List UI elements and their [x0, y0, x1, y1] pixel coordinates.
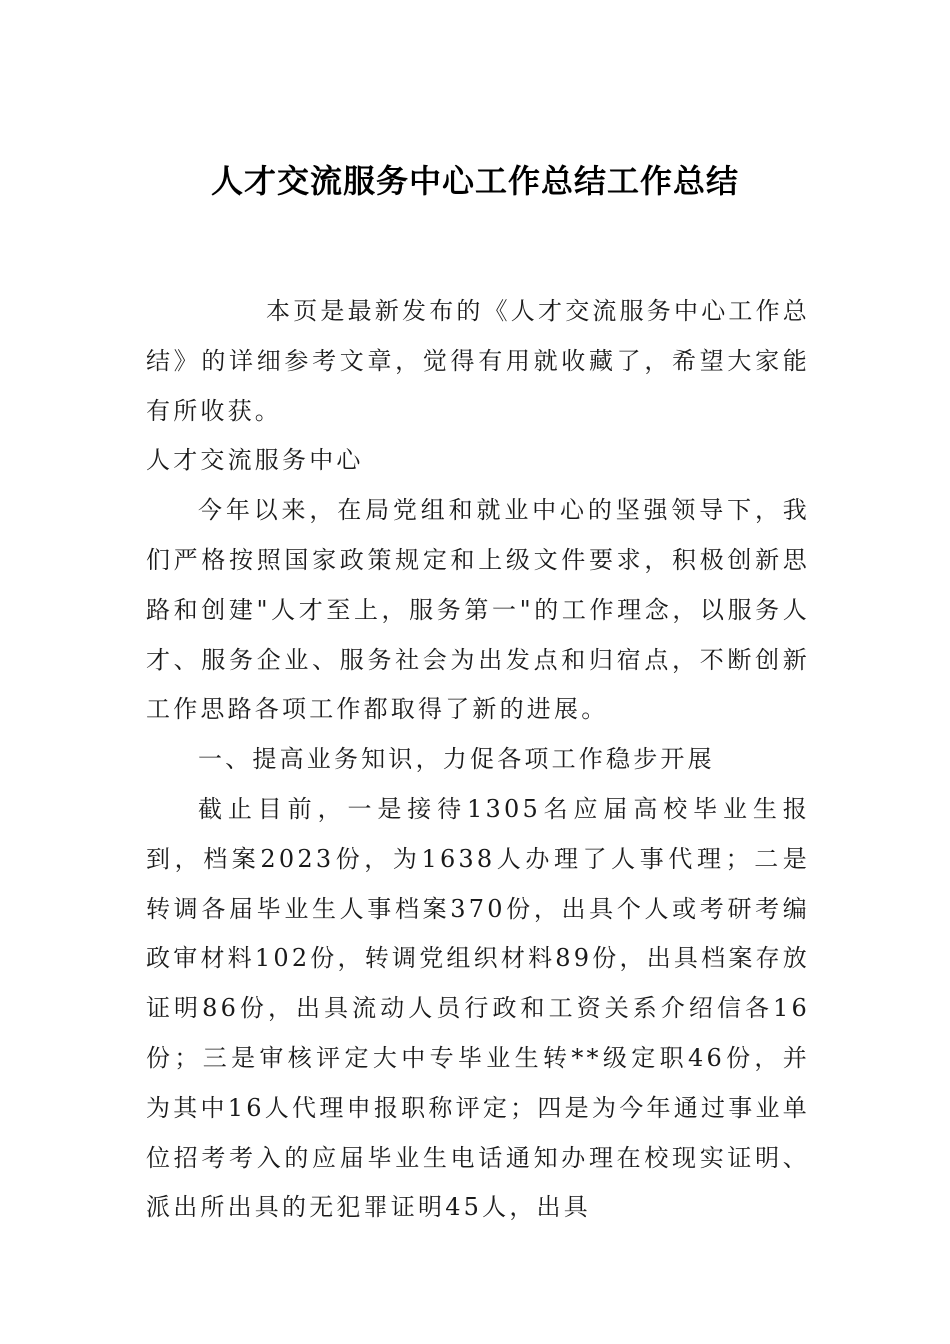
intro-paragraph: 本页是最新发布的《人才交流服务中心工作总结》的详细参考文章，觉得有用就收藏了，希望大家能有所收获。	[146, 297, 810, 425]
organization-heading: 人才交流服务中心	[146, 446, 364, 475]
statistics-paragraph: 截止目前，一是接待1305名应届高校毕业生报到，档案2023份，为1638人办理了人事代理；二是转调各届毕业生人事档案370份，出具个人或考研考编政审材料102份，转调党组织材料89份，出具档案存放证明86份，出具流动人员行政和工资关系介绍信各16份；三是审核评定大中专毕业生转**级定职46份，并为其中16人代理申报职称评定；四是为今年通过事业单位招考考入的应届毕业生电话通知办理在校现实证明、派出所出具的无犯罪证明45人，出具	[146, 794, 810, 1222]
document-body	[146, 287, 810, 1233]
section-heading: 一、提高业务知识，力促各项工作稳步开展	[198, 745, 715, 774]
document-title: 人才交流服务中心工作总结工作总结	[210, 162, 739, 200]
summary-paragraph: 今年以来，在局党组和就业中心的坚强领导下，我们严格按照国家政策规定和上级文件要求，积极创新思路和创建"人才至上，服务第一"的工作理念，以服务人才、服务企业、服务社会为出发点和归宿点，不断创新工作思路各项工作都取得了新的进展。	[146, 496, 810, 724]
